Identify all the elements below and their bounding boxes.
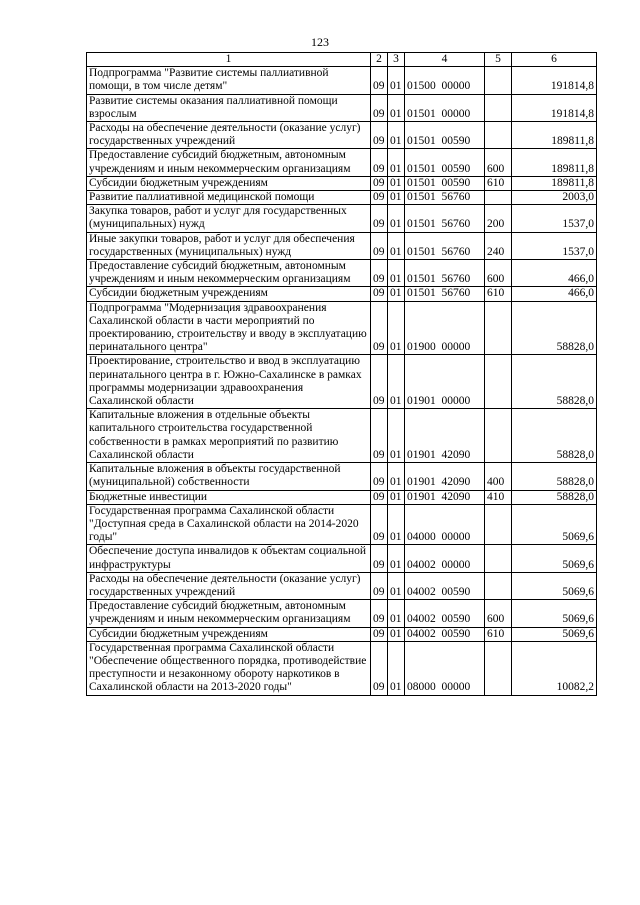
subsection-code-cell: 01	[388, 94, 405, 121]
subsection-code-cell: 01	[388, 191, 405, 205]
table-header-row	[87, 53, 597, 67]
amount-cell: 189811,8	[512, 122, 597, 149]
amount-cell: 58828,0	[512, 355, 597, 409]
expense-type-cell	[485, 545, 512, 572]
row-name-cell: Предоставление субсидий бюджетным, автономным учреждениям и иным некоммерческим организациям	[87, 149, 371, 176]
expense-type-cell: 240	[485, 232, 512, 259]
row-name-cell: Субсидии бюджетным учреждениям	[87, 287, 371, 301]
table-row	[87, 545, 597, 572]
section-code-cell: 09	[371, 205, 388, 232]
expense-type-cell: 610	[485, 627, 512, 641]
row-name-cell: Государственная программа Сахалинской области "Обеспечение общественного порядка, противодействие преступности и незаконному обороту наркотиков в Сахалинской области на 2013-2020 годы"	[87, 641, 371, 695]
section-code-cell: 09	[371, 490, 388, 504]
subsection-code-cell: 01	[388, 122, 405, 149]
table-row	[87, 600, 597, 627]
section-code-cell: 09	[371, 301, 388, 355]
section-code-cell: 09	[371, 122, 388, 149]
subsection-code-cell: 01	[388, 149, 405, 176]
section-code-cell: 09	[371, 94, 388, 121]
table-row	[87, 572, 597, 599]
amount-cell: 466,0	[512, 260, 597, 287]
column-header: 2	[371, 53, 388, 67]
table-row	[87, 67, 597, 94]
row-name-cell: Подпрограмма "Модернизация здравоохранения Сахалинской области в части мероприятий по проектированию, строительству и вводу в эксплуатацию перинатального центра"	[87, 301, 371, 355]
expense-type-cell	[485, 572, 512, 599]
target-article-cell: 01501 56760	[405, 260, 485, 287]
row-name-cell: Обеспечение доступа инвалидов к объектам социальной инфраструктуры	[87, 545, 371, 572]
page-number: 123	[311, 35, 329, 49]
subsection-code-cell: 01	[388, 572, 405, 599]
amount-cell: 5069,6	[512, 545, 597, 572]
amount-cell: 5069,6	[512, 572, 597, 599]
section-code-cell: 09	[371, 355, 388, 409]
target-article-cell: 04002 00590	[405, 572, 485, 599]
section-code-cell: 09	[371, 504, 388, 545]
subsection-code-cell: 01	[388, 490, 405, 504]
target-article-cell: 01501 56760	[405, 232, 485, 259]
target-article-cell: 01501 00000	[405, 94, 485, 121]
table-row	[87, 287, 597, 301]
table-row	[87, 149, 597, 176]
row-name-cell: Развитие системы оказания паллиативной помощи взрослым	[87, 94, 371, 121]
section-code-cell: 09	[371, 627, 388, 641]
amount-cell: 5069,6	[512, 627, 597, 641]
target-article-cell: 04002 00590	[405, 600, 485, 627]
table-row	[87, 490, 597, 504]
target-article-cell: 04000 00000	[405, 504, 485, 545]
table-row	[87, 301, 597, 355]
row-name-cell: Расходы на обеспечение деятельности (оказание услуг) государственных учреждений	[87, 122, 371, 149]
amount-cell: 189811,8	[512, 149, 597, 176]
target-article-cell: 08000 00000	[405, 641, 485, 695]
row-name-cell: Расходы на обеспечение деятельности (оказание услуг) государственных учреждений	[87, 572, 371, 599]
amount-cell: 5069,6	[512, 600, 597, 627]
section-code-cell: 09	[371, 232, 388, 259]
section-code-cell: 09	[371, 287, 388, 301]
amount-cell: 2003,0	[512, 191, 597, 205]
target-article-cell: 01901 42090	[405, 463, 485, 490]
budget-table	[86, 52, 597, 696]
table-row	[87, 641, 597, 695]
expense-type-cell	[485, 355, 512, 409]
expense-type-cell	[485, 122, 512, 149]
section-code-cell: 09	[371, 463, 388, 490]
target-article-cell: 01501 00590	[405, 122, 485, 149]
table-row	[87, 94, 597, 121]
row-name-cell: Развитие паллиативной медицинской помощи	[87, 191, 371, 205]
amount-cell: 10082,2	[512, 641, 597, 695]
section-code-cell: 09	[371, 260, 388, 287]
table-row	[87, 409, 597, 463]
target-article-cell: 04002 00590	[405, 627, 485, 641]
row-name-cell: Предоставление субсидий бюджетным, автономным учреждениям и иным некоммерческим организациям	[87, 260, 371, 287]
row-name-cell: Иные закупки товаров, работ и услуг для обеспечения государственных (муниципальных) нужд	[87, 232, 371, 259]
subsection-code-cell: 01	[388, 205, 405, 232]
row-name-cell: Субсидии бюджетным учреждениям	[87, 627, 371, 641]
table-row	[87, 205, 597, 232]
target-article-cell: 01500 00000	[405, 67, 485, 94]
expense-type-cell: 410	[485, 490, 512, 504]
section-code-cell: 09	[371, 191, 388, 205]
expense-type-cell	[485, 94, 512, 121]
amount-cell: 58828,0	[512, 463, 597, 490]
subsection-code-cell: 01	[388, 600, 405, 627]
subsection-code-cell: 01	[388, 176, 405, 190]
row-name-cell: Подпрограмма "Развитие системы паллиативной помощи, в том числе детям"	[87, 67, 371, 94]
target-article-cell: 01901 00000	[405, 355, 485, 409]
table-row	[87, 260, 597, 287]
section-code-cell: 09	[371, 409, 388, 463]
subsection-code-cell: 01	[388, 260, 405, 287]
target-article-cell: 01901 42090	[405, 409, 485, 463]
table-row	[87, 627, 597, 641]
expense-type-cell: 610	[485, 176, 512, 190]
table-row	[87, 355, 597, 409]
amount-cell: 466,0	[512, 287, 597, 301]
row-name-cell: Субсидии бюджетным учреждениям	[87, 176, 371, 190]
target-article-cell: 01501 56760	[405, 287, 485, 301]
expense-type-cell: 600	[485, 600, 512, 627]
expense-type-cell: 600	[485, 149, 512, 176]
expense-type-cell: 200	[485, 205, 512, 232]
expense-type-cell	[485, 641, 512, 695]
section-code-cell: 09	[371, 149, 388, 176]
column-header: 1	[87, 53, 371, 67]
table-row	[87, 463, 597, 490]
target-article-cell: 01501 56760	[405, 191, 485, 205]
table-row	[87, 191, 597, 205]
amount-cell: 1537,0	[512, 232, 597, 259]
amount-cell: 1537,0	[512, 205, 597, 232]
subsection-code-cell: 01	[388, 409, 405, 463]
section-code-cell: 09	[371, 641, 388, 695]
target-article-cell: 01900 00000	[405, 301, 485, 355]
row-name-cell: Бюджетные инвестиции	[87, 490, 371, 504]
target-article-cell: 01501 00590	[405, 149, 485, 176]
amount-cell: 58828,0	[512, 409, 597, 463]
table-body	[87, 53, 597, 696]
row-name-cell: Капитальные вложения в объекты государственной (муниципальной) собственности	[87, 463, 371, 490]
table-row	[87, 176, 597, 190]
row-name-cell: Закупка товаров, работ и услуг для государственных (муниципальных) нужд	[87, 205, 371, 232]
section-code-cell: 09	[371, 572, 388, 599]
table-row	[87, 232, 597, 259]
section-code-cell: 09	[371, 176, 388, 190]
section-code-cell: 09	[371, 67, 388, 94]
subsection-code-cell: 01	[388, 641, 405, 695]
target-article-cell: 01901 42090	[405, 490, 485, 504]
subsection-code-cell: 01	[388, 287, 405, 301]
amount-cell: 58828,0	[512, 301, 597, 355]
target-article-cell: 01501 00590	[405, 176, 485, 190]
expense-type-cell	[485, 67, 512, 94]
column-header: 6	[512, 53, 597, 67]
row-name-cell: Капитальные вложения в отдельные объекты капитального строительства государственной собственности в рамках мероприятий по развитию Сахалинской области	[87, 409, 371, 463]
subsection-code-cell: 01	[388, 355, 405, 409]
subsection-code-cell: 01	[388, 463, 405, 490]
expense-type-cell	[485, 191, 512, 205]
subsection-code-cell: 01	[388, 232, 405, 259]
expense-type-cell: 600	[485, 260, 512, 287]
expense-type-cell	[485, 409, 512, 463]
subsection-code-cell: 01	[388, 627, 405, 641]
subsection-code-cell: 01	[388, 67, 405, 94]
row-name-cell: Государственная программа Сахалинской области "Доступная среда в Сахалинской области на 2014-2020 годы"	[87, 504, 371, 545]
column-header: 3	[388, 53, 405, 67]
target-article-cell: 01501 56760	[405, 205, 485, 232]
row-name-cell: Проектирование, строительство и ввод в эксплуатацию перинатального центра в г. Южно-Сахалинске в рамках программы модернизации здравоохранения Сахалинской области	[87, 355, 371, 409]
table-row	[87, 504, 597, 545]
amount-cell: 191814,8	[512, 94, 597, 121]
amount-cell: 5069,6	[512, 504, 597, 545]
expense-type-cell: 400	[485, 463, 512, 490]
amount-cell: 191814,8	[512, 67, 597, 94]
column-header: 4	[405, 53, 485, 67]
subsection-code-cell: 01	[388, 504, 405, 545]
row-name-cell: Предоставление субсидий бюджетным, автономным учреждениям и иным некоммерческим организациям	[87, 600, 371, 627]
amount-cell: 189811,8	[512, 176, 597, 190]
subsection-code-cell: 01	[388, 301, 405, 355]
section-code-cell: 09	[371, 600, 388, 627]
subsection-code-cell: 01	[388, 545, 405, 572]
section-code-cell: 09	[371, 545, 388, 572]
target-article-cell: 04002 00000	[405, 545, 485, 572]
column-header: 5	[485, 53, 512, 67]
expense-type-cell	[485, 301, 512, 355]
table-row	[87, 122, 597, 149]
expense-type-cell	[485, 504, 512, 545]
amount-cell: 58828,0	[512, 490, 597, 504]
expense-type-cell: 610	[485, 287, 512, 301]
